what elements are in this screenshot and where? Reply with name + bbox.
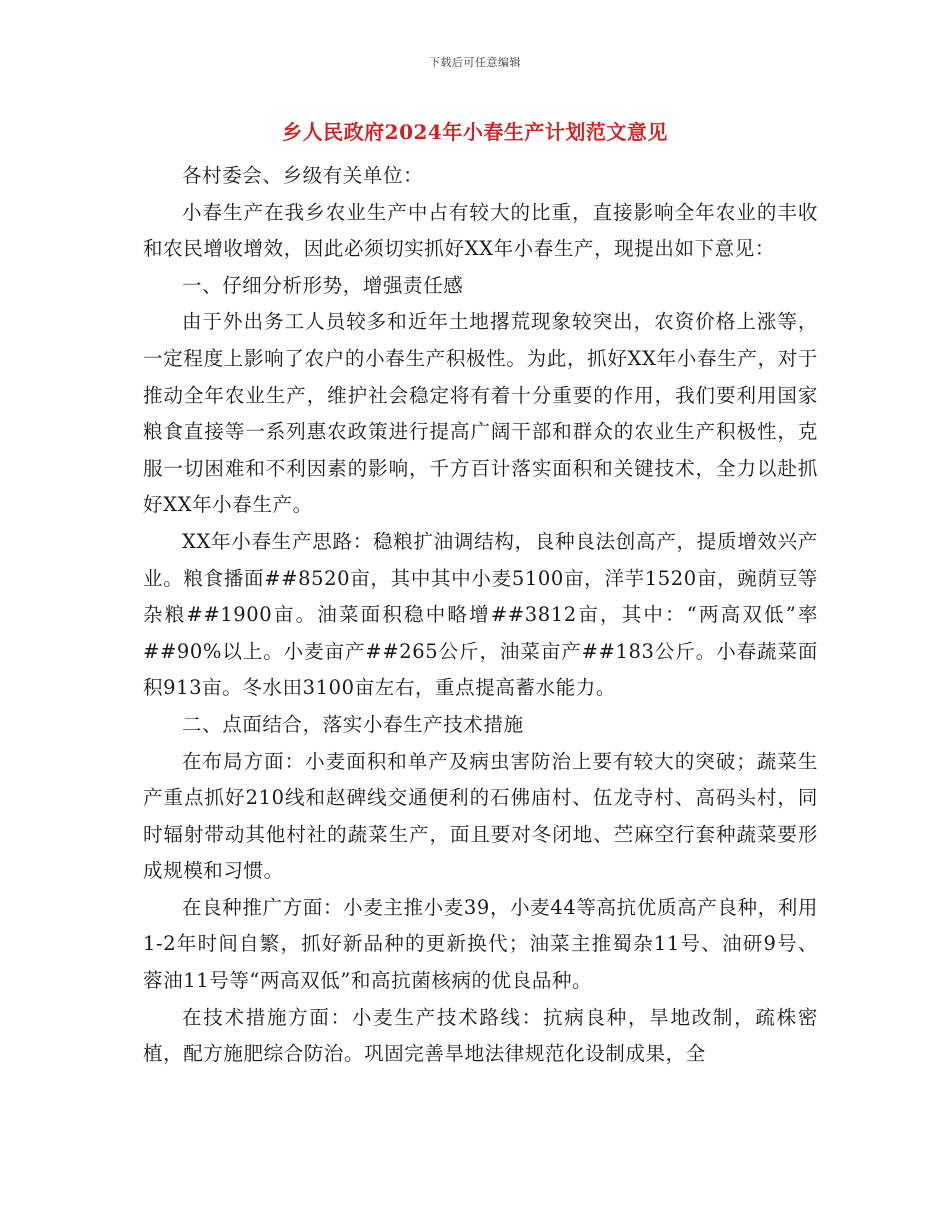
document-title: 乡人民政府2024年小春生产计划范文意见 (282, 120, 668, 144)
paragraph-intro: 小春生产在我乡农业生产中占有较大的比重，直接影响全年农业的丰收和农民增收增效，因此必须切实抓好XX年小春生产，现提出如下意见： (143, 200, 818, 261)
salutation: 各村委会、乡级有关单位： (182, 164, 424, 187)
paragraph: 在技术措施方面：小麦生产技术路线：抗病良种，旱地改制，疏株密植，配方施肥综合防治。巩固完善旱地法律规范化设制成果，全 (143, 1005, 818, 1066)
section-heading-2: 二、点面结合，落实小春生产技术措施 (182, 712, 524, 736)
header-note: 下载后可任意编辑 (429, 56, 521, 69)
document-body (143, 158, 818, 1073)
paragraph: 在良种推广方面：小麦主推小麦39，小麦44等高抗优质高产良种，利用1-2年时间自繁，抓好新品种的更新换代；油菜主推蜀杂11号、油研9号、蓉油11号等“两高双低”和高抗菌核病的优良品种。 (143, 895, 818, 993)
section-heading-1: 一、仔细分析形势，增强责任感 (182, 273, 464, 297)
paragraph: XX年小春生产思路：稳粮扩油调结构，良种良法创高产，提质增效兴产业。粮食播面##8520亩，其中其中小麦5100亩，洋芋1520亩，豌荫豆等杂粮##1900亩。油菜面积稳中略增##3812亩，其中：“两高双低”率##90%以上。小麦亩产##265公斤，油菜亩产##183公斤。小春蔬菜面积913亩。冬水田3100亩左右，重点提高蓄水能力。 (143, 529, 818, 700)
paragraph: 在布局方面：小麦面积和单产及病虫害防治上要有较大的突破；蔬菜生产重点抓好210线和赵碑线交通便利的石佛庙村、伍龙寺村、高码头村，同时辐射带动其他村社的蔬菜生产，面且要对冬闭地、苎麻空行套种蔬菜要形成规模和习惯。 (143, 749, 818, 883)
paragraph: 由于外出务工人员较多和近年土地撂荒现象较突出，农资价格上涨等，一定程度上影响了农户的小春生产积极性。为此，抓好XX年小春生产，对于推动全年农业生产，维护社会稳定将有着十分重要的作用，我们要利用国家粮食直接等一系列惠农政策进行提高广阔干部和群众的农业生产积极性，克服一切困难和不利因素的影响，千方百计落实面积和关键技术，全力以赴抓好XX年小春生产。 (143, 310, 818, 517)
